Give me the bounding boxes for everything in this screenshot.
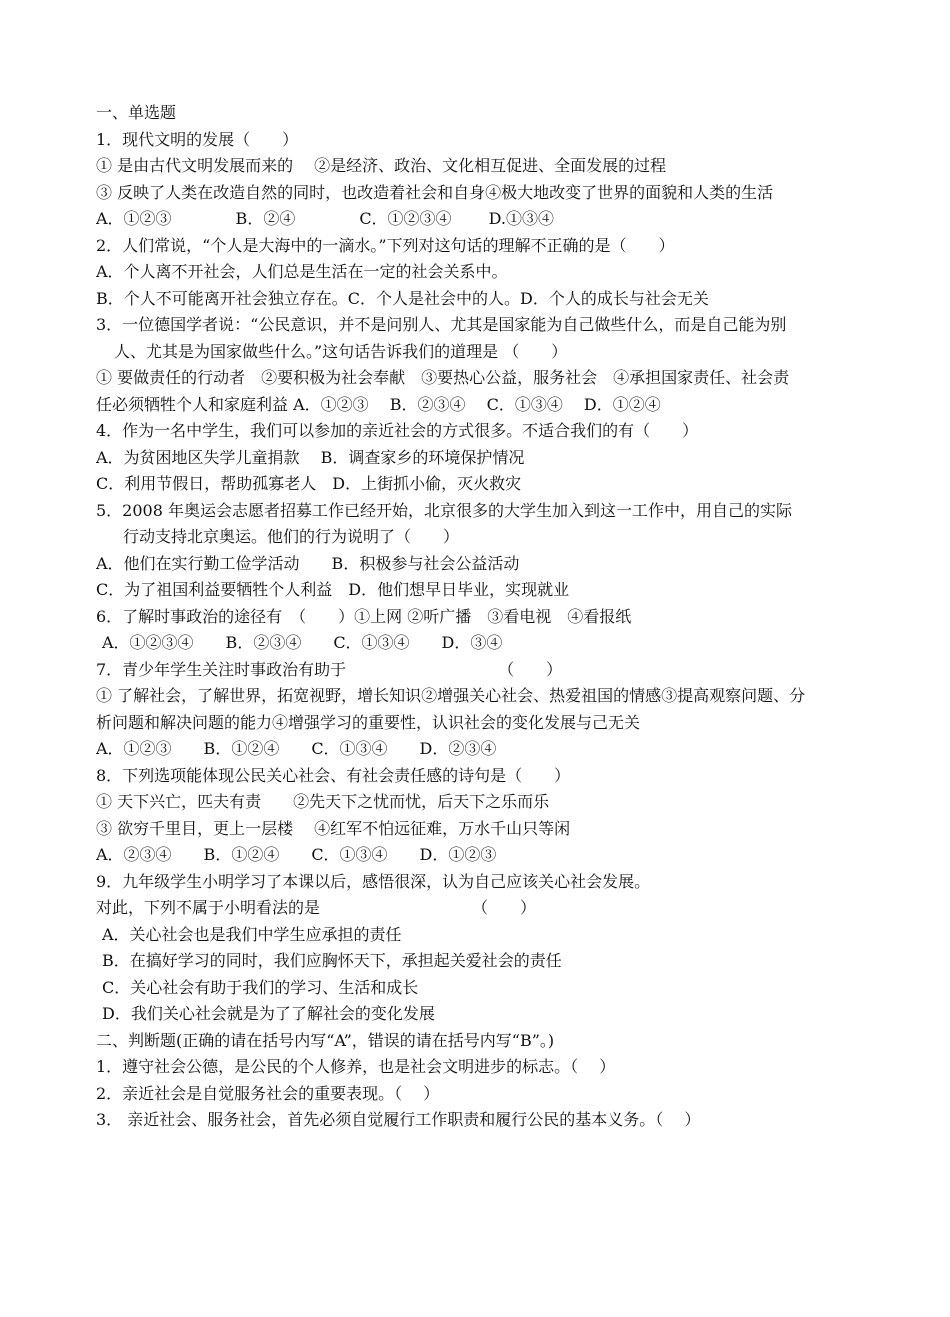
document-line: A．①②③ B．②④ C．①②③④ D.①③④: [96, 209, 554, 228]
document-line: 行动支持北京奥运。他们的行为说明了（ ）: [123, 527, 460, 546]
document-line: 4．作为一名中学生，我们可以参加的亲近社会的方式很多。不适合我们的有（ ）: [96, 421, 699, 440]
document-line: 一、单选题: [96, 103, 177, 122]
document-line: A．关心社会也是我们中学生应承担的责任: [102, 924, 402, 944]
document-line: 人、尤其是为国家做些什么。”这句话告诉我们的道理是 （ ）: [114, 341, 568, 361]
document-line: 9．九年级学生小明学习了本课以后，感悟很深，认为自己应该关心社会发展。: [96, 871, 651, 891]
document-line: 3． 亲近社会、服务社会，首先必须自觉履行工作职责和履行公民的基本义务。（ ）: [96, 1110, 701, 1129]
document-line: A．为贫困地区失学儿童捐款 B．调查家乡的环境保护情况: [96, 447, 525, 467]
document-line: 二、判断题(正确的请在括号内写“A”，错误的请在括号内写“B”。): [96, 1030, 555, 1050]
document-line: C．为了祖国利益要牺牲个人利益 D．他们想早日毕业，实现就业: [96, 580, 570, 599]
document-line: A．个人离不开社会，人们总是生活在一定的社会关系中。: [96, 262, 508, 281]
document-line: A．②③④ B．①②④ C．①③④ D．①②③: [96, 845, 497, 864]
document-line: ③ 欲穷千里目，更上一层楼 ④红军不怕远征难，万水千山只等闲: [96, 818, 571, 838]
document-line: 2．人们常说，“个人是大海中的一滴水。”下列对这句话的理解不正确的是（ ）: [96, 235, 675, 255]
document-line: D．我们关心社会就是为了了解社会的变化发展: [102, 1004, 435, 1023]
document-line: B．个人不可能离开社会独立存在。C．个人是社会中的人。D．个人的成长与社会无关: [96, 288, 709, 308]
document-line: 任必须牺牲个人和家庭利益 A．①②③ B．②③④ C．①③④ D．①②④: [96, 394, 661, 414]
document-line: B．在搞好学习的同时，我们应胸怀天下，承担起关爱社会的责任: [102, 951, 562, 970]
document-line: C．利用节假日，帮助孤寡老人 D．上街抓小偷，灭火救灾: [96, 474, 522, 493]
document-line: 3．一位德国学者说：“公民意识，并不是问别人、尤其是国家能为自己做些什么，而是自己能为别: [96, 315, 787, 334]
document-line: 6．了解时事政治的途径有 （ ）①上网 ②听广播 ③看电视 ④看报纸: [96, 606, 632, 626]
document-body: [96, 100, 866, 1134]
document-line: 7．青少年学生关注时事政治有助于 （ ）: [96, 659, 563, 679]
document-line: ① 了解社会，了解世界，拓宽视野，增长知识②增强关心社会、热爱祖国的情感③提高观察问题、分: [96, 686, 806, 705]
document-line: 1．遵守社会公德，是公民的个人修养，也是社会文明进步的标志。（ ）: [96, 1057, 616, 1076]
document-line: ③ 反映了人类在改造自然的同时，也改造着社会和自身④极大地改变了世界的面貌和人类的生活: [96, 182, 774, 202]
document-line: 析问题和解决问题的能力④增强学习的重要性，认识社会的变化发展与己无关: [96, 712, 641, 732]
document-line: A．他们在实行勤工俭学活动 B．积极参与社会公益活动: [96, 553, 520, 573]
document-line: A．①②③④ B．②③④ C．①③④ D．③④: [102, 633, 503, 652]
document-line: C．关心社会有助于我们的学习、生活和成长: [102, 977, 419, 997]
document-line: ① 是由古代文明发展而来的 ②是经济、政治、文化相互促进、全面发展的过程: [96, 156, 667, 175]
document-line: 8．下列选项能体现公民关心社会、有社会责任感的诗句是（ ）: [96, 765, 571, 785]
document-line: ① 天下兴亡，匹夫有责 ②先天下之忧而忧，后天下之乐而乐: [96, 792, 550, 811]
document-line: ① 要做责任的行动者 ②要积极为社会奉献 ③要热心公益，服务社会 ④承担国家责任、社会责: [96, 368, 790, 387]
document-line: 1．现代文明的发展（ ）: [96, 129, 299, 149]
document-line: A．①②③ B．①②④ C．①③④ D．②③④: [96, 739, 497, 758]
document-line: 2．亲近社会是自觉服务社会的重要表现。（ ）: [96, 1083, 440, 1103]
document-line: 对此，下列不属于小明看法的是 （ ）: [96, 898, 537, 917]
document-line: 5．2008 年奥运会志愿者招募工作已经开始，北京很多的大学生加入到这一工作中，用自己的实际: [96, 500, 792, 520]
